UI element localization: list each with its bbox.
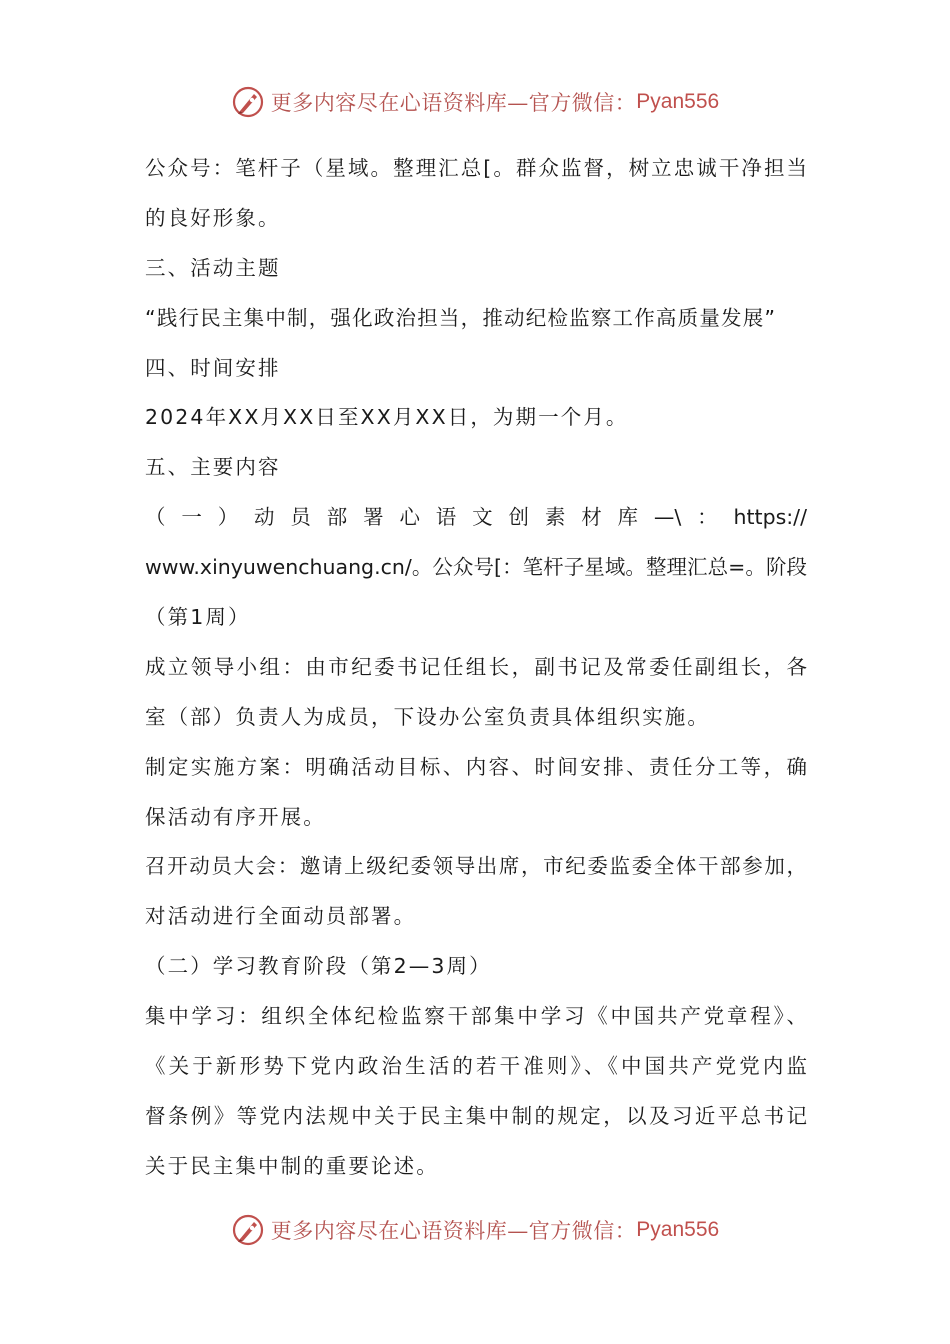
body-line: 制定实施方案：明确活动目标、内容、时间安排、责任分工等，确 (145, 754, 807, 779)
body-line: 2024年XX月XX日至XX月XX日，为期一个月。 (145, 405, 629, 430)
body-line: 公众号：笔杆子（星域。整理汇总[。群众监督，树立忠诚干净担当 (145, 156, 807, 180)
header-wechat-id: Pyan556 (636, 90, 720, 113)
body-line: （第1周） (145, 605, 251, 630)
body-line: 召开动员大会：邀请上级纪委领导出席，市纪委监委全体干部参加， (145, 854, 807, 879)
body-line: 室（部）负责人为成员，下设办公室负责具体组织实施。 (145, 704, 710, 729)
body-line: 督条例》等党内法规中关于民主集中制的规定，以及习近平总书记 (145, 1103, 807, 1128)
body-line: 的良好形象。 (145, 205, 281, 230)
document-body (145, 144, 807, 1192)
section-heading-4: 四、时间安排 (145, 355, 281, 380)
header-banner (0, 80, 950, 124)
footer-banner (0, 1208, 950, 1252)
body-line: www.xinyuwenchuang.cn/。公众号[：笔杆子星域。整理汇总=。阶段 (145, 555, 807, 580)
section-heading-3: 三、活动主题 (145, 255, 281, 280)
footer-wechat-id: Pyan556 (636, 1218, 720, 1241)
pen-logo-icon (231, 85, 265, 119)
section-heading-5: 五、主要内容 (145, 455, 281, 480)
body-line: 对活动进行全面动员部署。 (145, 904, 417, 929)
body-line: 保活动有序开展。 (145, 804, 326, 829)
activity-theme: “践行民主集中制，强化政治担当，推动纪检监察工作高质量发展” (145, 305, 777, 330)
pen-logo-icon (231, 1213, 265, 1247)
body-line: 集中学习：组织全体纪检监察干部集中学习《中国共产党章程》、 (145, 1004, 807, 1029)
body-line: 《关于新形势下党内政治生活的若干准则》、《中国共产党党内监 (145, 1054, 807, 1079)
body-line: 关于民主集中制的重要论述。 (145, 1153, 439, 1178)
body-line: 成立领导小组：由市纪委书记任组长，副书记及常委任副组长，各 (145, 654, 807, 679)
subsection-heading-1: （一）动员部署心语文创素材库—\：https:// (145, 505, 807, 530)
subsection-heading-2: （二）学习教育阶段（第2—3周） (145, 954, 492, 979)
footer-banner-text: 更多内容尽在心语资料库—官方微信： (270, 1219, 637, 1243)
header-banner-text: 更多内容尽在心语资料库—官方微信： (270, 91, 637, 115)
